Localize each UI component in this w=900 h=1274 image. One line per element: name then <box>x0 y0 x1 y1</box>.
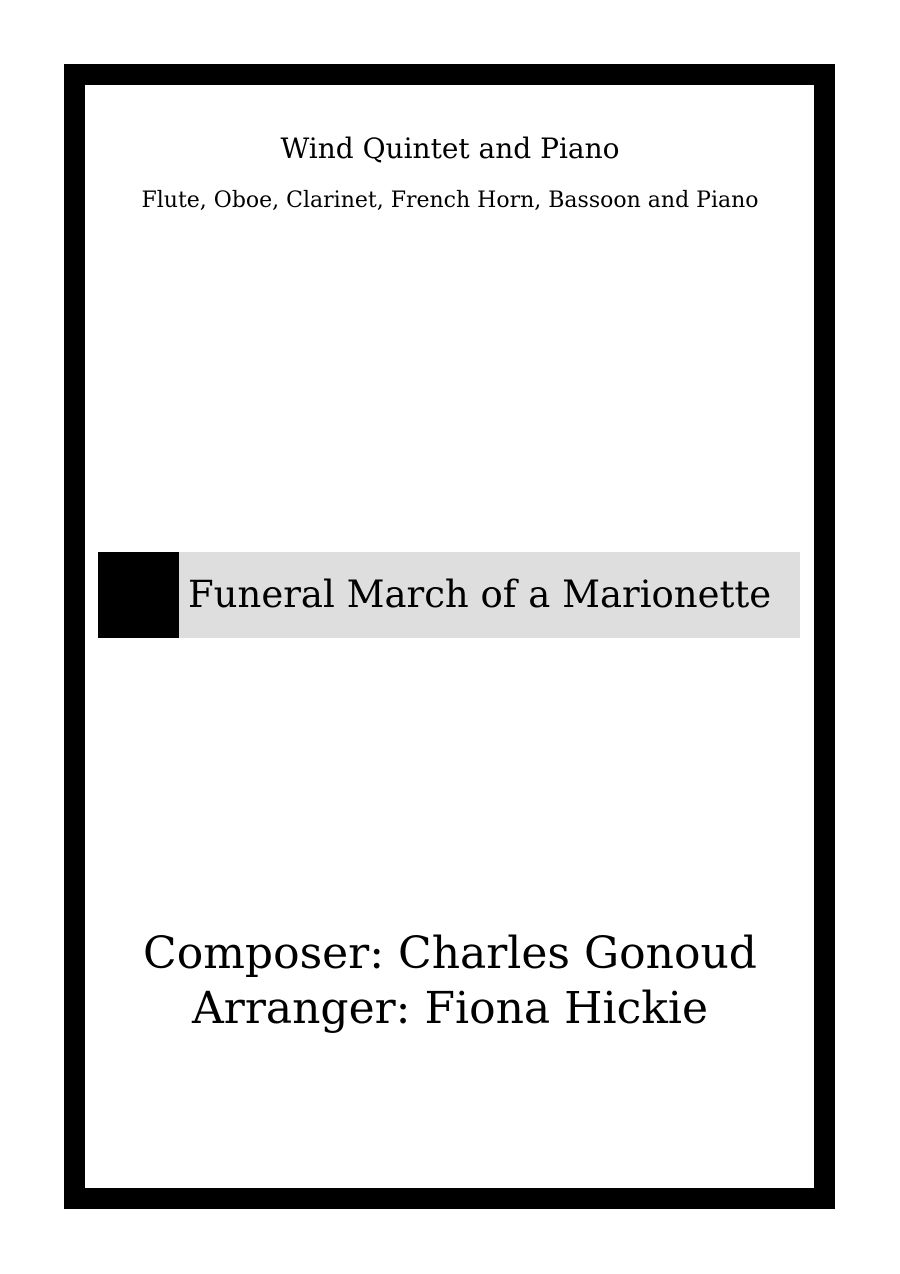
instrument-list: Flute, Oboe, Clarinet, French Horn, Bassoon and Piano <box>141 188 759 213</box>
title-band <box>98 552 800 638</box>
arranger-credit: Arranger: Fiona Hickie <box>192 983 708 1034</box>
ensemble-heading: Wind Quintet and Piano <box>280 132 620 165</box>
piece-title: Funeral March of a Marionette <box>188 573 772 616</box>
credits <box>0 926 900 1036</box>
title-accent-block <box>98 552 179 638</box>
composer-credit: Composer: Charles Gonoud <box>143 928 757 979</box>
